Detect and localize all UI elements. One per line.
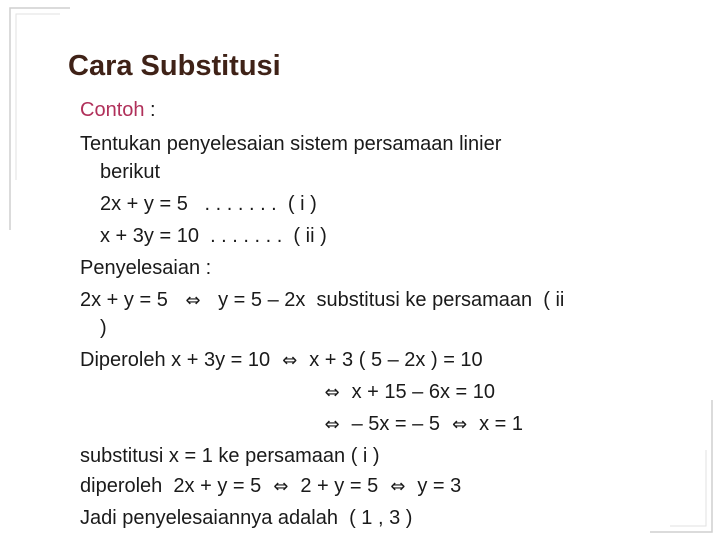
left-right-arrow-icon: ⇔ xyxy=(185,290,201,311)
top-left-frame-corner xyxy=(10,8,70,230)
step-3 xyxy=(318,376,495,406)
step-4-b: x = 1 xyxy=(479,413,524,435)
left-right-arrow-icon: ⇔ xyxy=(390,476,406,497)
step-2-left: Diperoleh x + 3y = 10 xyxy=(80,349,271,371)
left-right-arrow-icon: ⇔ xyxy=(273,476,289,497)
bottom-right-frame-corner xyxy=(650,400,712,532)
step-1-right: y = 5 – 2x substitusi ke persamaan ( ii xyxy=(218,289,565,311)
equation-1: 2x + y = 5 . . . . . . . ( i ) xyxy=(100,193,317,215)
step-4 xyxy=(318,408,523,438)
step-5: substitusi x = 1 ke persamaan ( i ) xyxy=(80,445,380,467)
step-2 xyxy=(80,344,483,374)
step-2-right: x + 3 ( 5 – 2x ) = 10 xyxy=(309,349,483,371)
left-right-arrow-icon: ⇔ xyxy=(282,350,298,371)
step-6-mid: 2 + y = 5 xyxy=(300,475,379,497)
slide-title: Cara Substitusi xyxy=(68,50,281,82)
step-1 xyxy=(80,284,564,314)
contoh-label: Contoh xyxy=(80,99,145,121)
step-1-left: 2x + y = 5 xyxy=(80,289,168,311)
task-line-1: Tentukan penyelesaian sistem persamaan linier xyxy=(80,133,502,155)
top-left-frame-corner-inner xyxy=(16,14,60,180)
step-1-wrap: ) xyxy=(100,317,107,339)
step-6-right: y = 3 xyxy=(417,475,462,497)
contoh-line xyxy=(80,94,156,124)
solution-label: Penyelesaian : xyxy=(80,257,212,279)
step-6-left: diperoleh 2x + y = 5 xyxy=(80,475,262,497)
step-6 xyxy=(80,470,461,500)
conclusion: Jadi penyelesaiannya adalah ( 1 , 3 ) xyxy=(80,507,413,529)
left-right-arrow-icon: ⇔ xyxy=(451,414,468,435)
contoh-colon: : xyxy=(144,99,156,121)
left-right-arrow-icon: ⇔ xyxy=(324,382,340,403)
bottom-right-frame-corner-inner xyxy=(670,450,706,526)
equation-2: x + 3y = 10 . . . . . . . ( ii ) xyxy=(100,225,327,247)
step-3-text: x + 15 – 6x = 10 xyxy=(351,381,495,403)
step-4-a: – 5x = – 5 xyxy=(351,413,440,435)
left-right-arrow-icon: ⇔ xyxy=(324,414,340,435)
task-line-2: berikut xyxy=(100,161,161,183)
